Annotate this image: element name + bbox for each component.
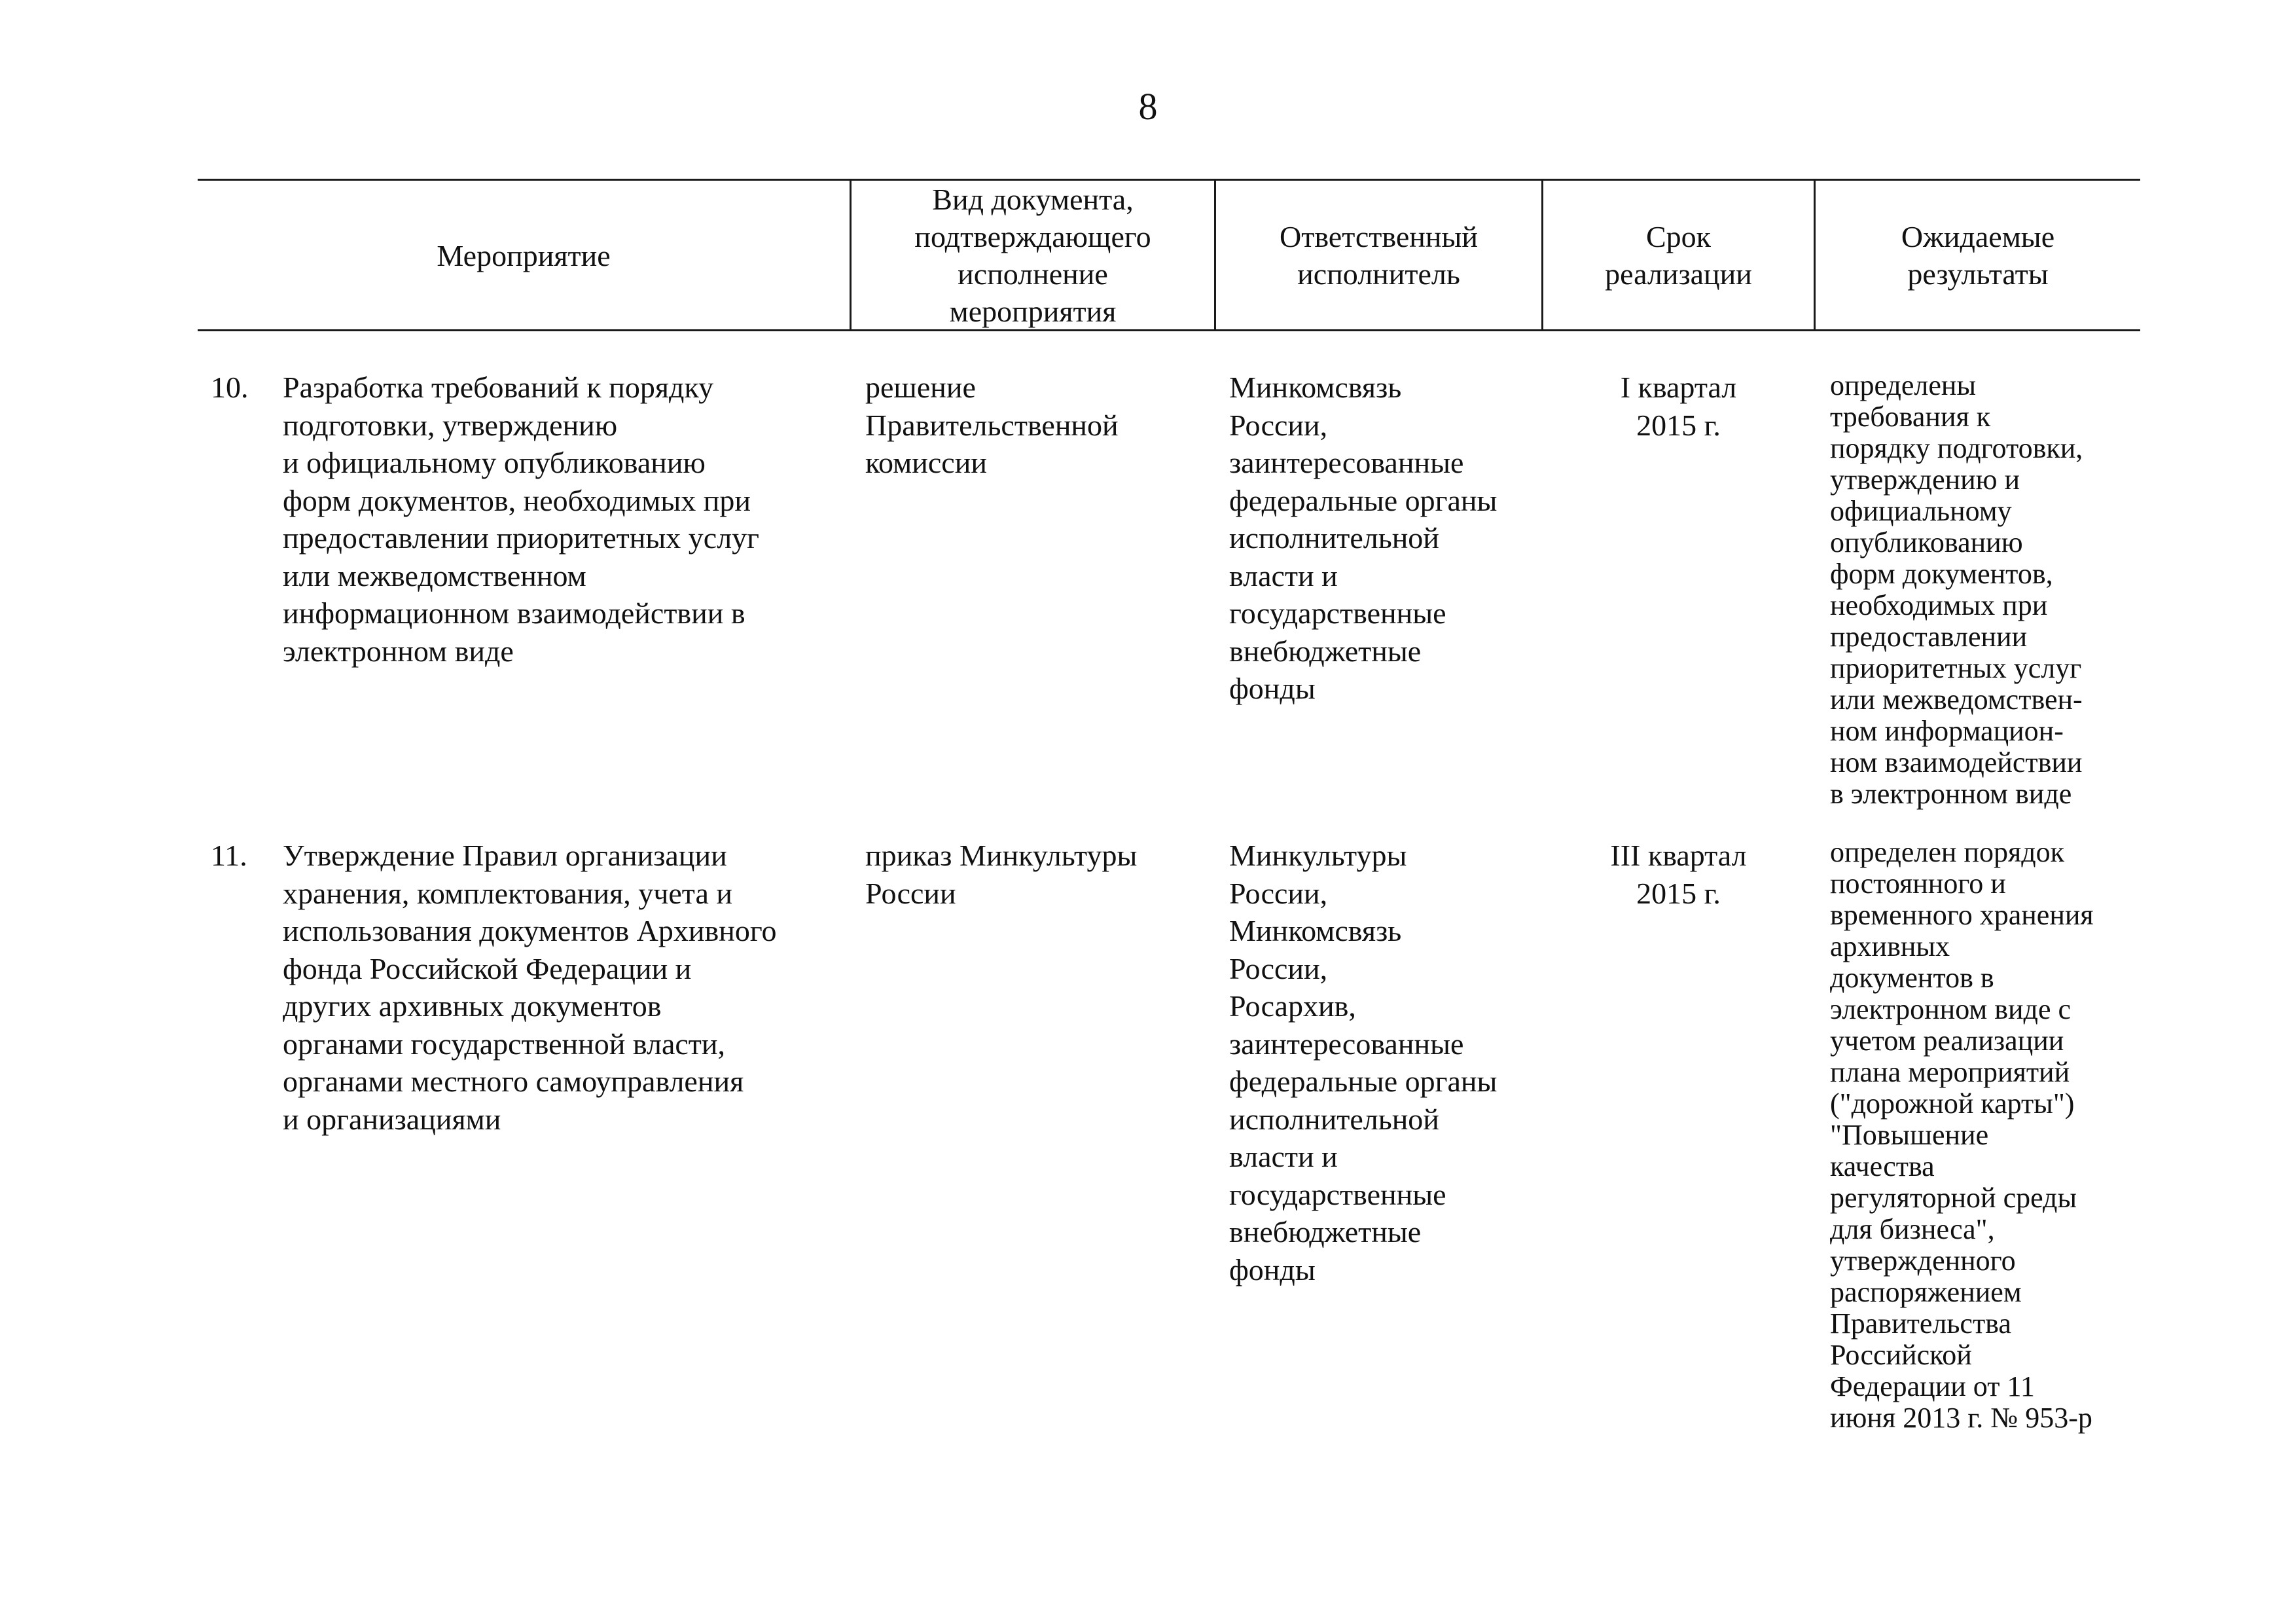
header-document-type: Вид документа, подтверждающего исполнение мероприятия (914, 183, 1151, 328)
page-number: 8 (1138, 85, 1158, 128)
row-executor: Минкомсвязь России, заинтересованные федеральные органы исполнительной власти и государственные внебюджетные фонды (1229, 371, 1498, 705)
row-measure: Разработка требований к порядку подготовки, утверждению и официальному опубликованию форм документов, необходимых при предоставлении приоритетных услуг или межведомственном информационном взаимодействии в электронном виде (283, 371, 760, 668)
row-document: приказ Минкультуры России (865, 839, 1138, 910)
header-term: Срок реализации (1605, 220, 1752, 291)
header-executor: Ответственный исполнитель (1280, 220, 1478, 291)
header-results: Ожидаемые результаты (1901, 220, 2055, 291)
row-document: решение Правительственной комиссии (865, 371, 1119, 479)
row-term: III квартал 2015 г. (1610, 839, 1747, 910)
row-result: определены требования к порядку подготовки, утверждению и официальному опубликованию форм документов, необходимых при предоставлении приоритетных услуг или межведомствен- ном информацион- ном взаимодействии в электронном виде (1830, 369, 2083, 810)
row-result: определен порядок постоянного и временного хранения архивных документов в электронном виде с учетом реализации плана мероприятий ("дорожной карты") "Повышение качества регуляторной среды для бизнеса", утвержденного распоряжением Правительства Российской Федерации от 11 июня 2013 г. № 953-р (1830, 836, 2094, 1434)
row-term: I квартал 2015 г. (1620, 371, 1737, 442)
header-measure: Мероприятие (437, 238, 611, 272)
row-measure: Утверждение Правил организации хранения, комплектования, учета и использования документов Архивного фонда Российской Федерации и других архивных документов органами государственной власти, органами местного самоуправления и организациями (283, 839, 777, 1136)
row-number: 11. (211, 839, 247, 872)
row-number: 10. (211, 371, 249, 404)
row-executor: Минкультуры России, Минкомсвязь России, Росархив, заинтересованные федеральные органы исполнительной власти и государственные внебюджетные фонды (1229, 839, 1498, 1286)
